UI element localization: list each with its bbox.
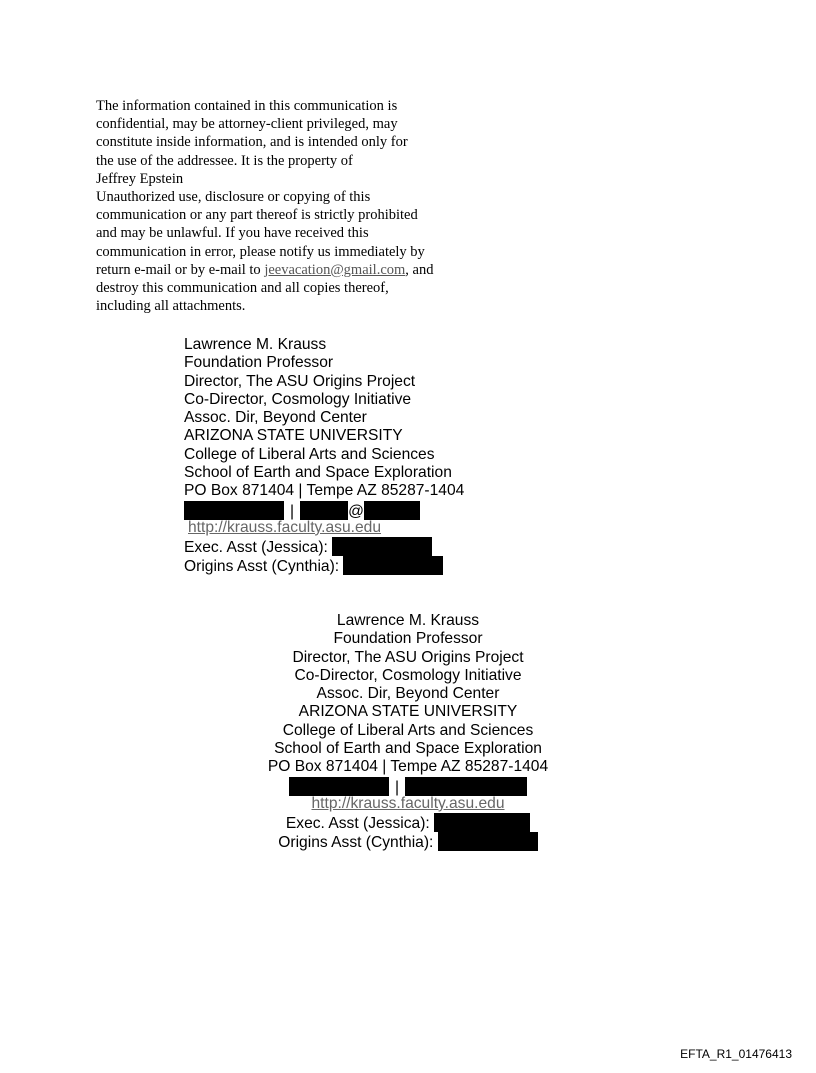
website-link[interactable]: http://krauss.faculty.asu.edu	[311, 794, 505, 812]
confidentiality-notice	[96, 97, 476, 315]
website-line	[258, 795, 558, 813]
notice-line: Jeffrey Epstein	[96, 170, 184, 187]
signature-school: School of Earth and Space Exploration	[274, 740, 542, 758]
signature-title: Director, The ASU Origins Project	[184, 372, 416, 390]
separator: |	[394, 778, 400, 796]
origins-asst-label: Origins Asst (Cynthia):	[278, 833, 434, 851]
notice-text: return e-mail or by e-mail to	[96, 261, 265, 278]
notice-line: communication in error, please notify us immediately by	[96, 243, 425, 260]
signature-school: School of Earth and Space Exploration	[184, 464, 452, 482]
notice-line	[96, 261, 476, 279]
notice-line: and may be unlawful. If you have received this	[96, 225, 369, 242]
signature-address: PO Box 871404 | Tempe AZ 85287-1404	[184, 482, 465, 500]
redaction-box	[289, 777, 389, 796]
website-line	[184, 519, 504, 537]
exec-asst-line	[184, 537, 504, 555]
signature-name: Lawrence M. Krauss	[336, 612, 480, 629]
notice-line: the use of the addressee. It is the property of	[96, 152, 353, 169]
exec-asst-line	[258, 813, 558, 831]
origins-asst-line	[258, 832, 558, 850]
notice-line: The information contained in this communication is	[96, 98, 398, 114]
notice-line: destroy this communication and all copies thereof,	[96, 280, 389, 297]
notice-line: communication or any part thereof is strictly prohibited	[96, 207, 418, 224]
signature-title: Co-Director, Cosmology Initiative	[184, 390, 412, 408]
signature-block-centered	[258, 612, 558, 850]
signature-title: Co-Director, Cosmology Initiative	[294, 666, 522, 684]
notice-line: constitute inside information, and is intended only for	[96, 134, 408, 151]
signature-university: ARIZONA STATE UNIVERSITY	[298, 703, 518, 721]
origins-asst-line	[184, 556, 504, 574]
redaction-box	[405, 777, 527, 796]
at-sign: @	[348, 502, 364, 520]
signature-title: Foundation Professor	[333, 630, 483, 648]
signature-college: College of Liberal Arts and Sciences	[184, 445, 435, 463]
signature-contact-line	[258, 777, 558, 795]
notice-line: confidential, may be attorney-client privileged, may	[96, 116, 398, 133]
signature-college: College of Liberal Arts and Sciences	[282, 721, 534, 739]
redaction-box	[332, 537, 432, 556]
redaction-box	[434, 813, 530, 832]
signature-name: Lawrence M. Krauss	[184, 336, 327, 353]
redaction-box	[184, 501, 284, 520]
redaction-box	[343, 556, 443, 575]
signature-block-left	[184, 336, 504, 574]
signature-contact-line	[184, 501, 504, 519]
signature-title: Director, The ASU Origins Project	[292, 648, 524, 666]
email-link[interactable]: jeevacation@gmail.com	[264, 261, 406, 278]
notice-text: , and	[405, 261, 434, 278]
signature-title: Assoc. Dir, Beyond Center	[316, 685, 500, 703]
document-id: EFTA_R1_01476413	[680, 1047, 792, 1061]
exec-asst-label: Exec. Asst (Jessica):	[285, 815, 430, 833]
signature-title: Assoc. Dir, Beyond Center	[184, 409, 367, 427]
origins-asst-label: Origins Asst (Cynthia):	[184, 557, 340, 575]
signature-university: ARIZONA STATE UNIVERSITY	[184, 427, 403, 445]
redaction-box	[364, 501, 420, 520]
notice-line: Unauthorized use, disclosure or copying of this	[96, 189, 371, 206]
redaction-box	[300, 501, 348, 520]
website-link[interactable]: http://krauss.faculty.asu.edu	[188, 518, 382, 536]
signature-address: PO Box 871404 | Tempe AZ 85287-1404	[267, 758, 549, 776]
exec-asst-label: Exec. Asst (Jessica):	[184, 539, 328, 557]
signature-title: Foundation Professor	[184, 354, 334, 372]
redaction-box	[438, 832, 538, 851]
notice-line: including all attachments.	[96, 298, 246, 315]
separator: |	[290, 502, 295, 520]
